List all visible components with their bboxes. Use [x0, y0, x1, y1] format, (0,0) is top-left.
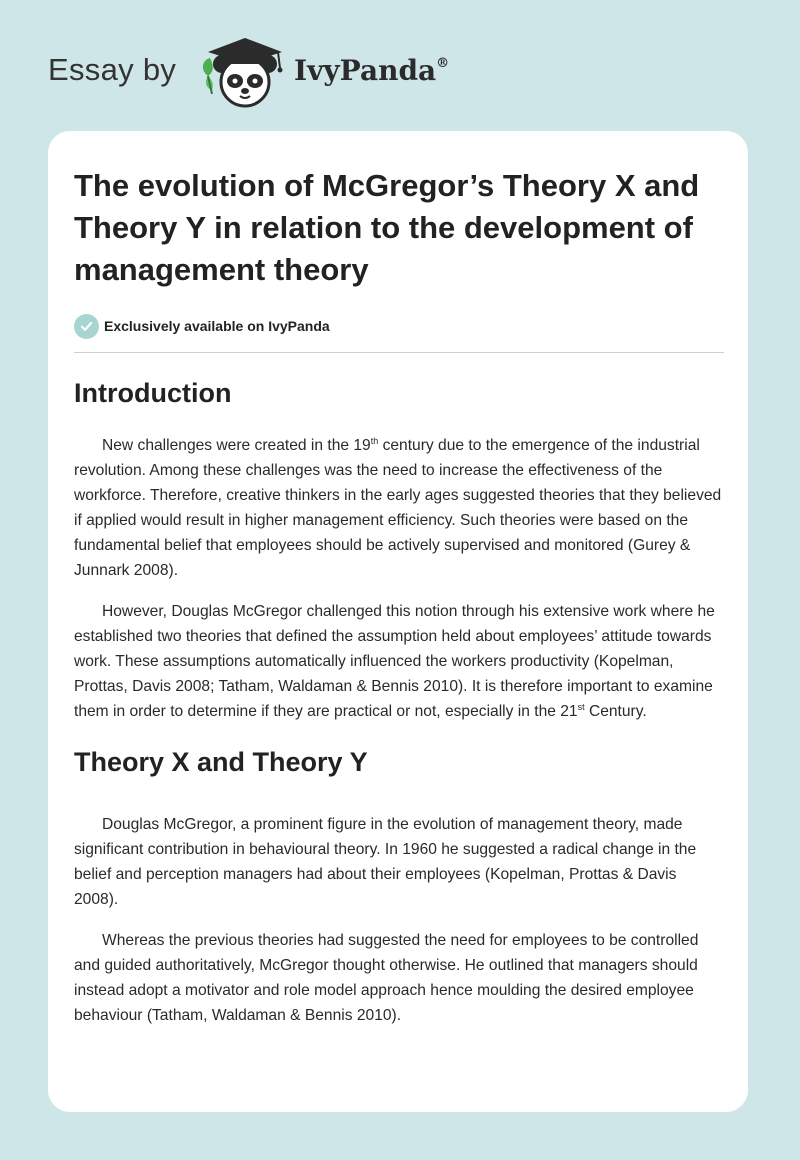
paragraph: New challenges were created in the 19th century due to the emergence of the industrial revolution. Among these challenges was the need to increase the effectiveness of the workforce. Therefore, creative thinkers in the early ages suggested theories that they believed if applied would result in higher management efficiency. Such theories were based on the fundamental belief that employees should be actively supervised and monitored (Gurey & Junnark 2008). [74, 435, 722, 579]
check-icon [74, 314, 99, 339]
panda-logo-icon[interactable] [198, 36, 290, 108]
exclusive-badge [74, 313, 724, 339]
essay-title: The evolution of McGregor’s Theory X and Theory Y in relation to the development of management theory [74, 168, 700, 287]
registered-mark: ® [436, 56, 450, 71]
essay-card [48, 131, 748, 1112]
section-heading-introduction: Introduction [74, 378, 232, 408]
site-header [48, 36, 748, 108]
paragraph: Whereas the previous theories had suggested the need for employees to be controlled and guided authoritatively, McGregor thought otherwise. He outlined that managers should instead adopt a motivator and role model approach hence moulding the desired employee behaviour (Tatham, Waldaman & Bennis 2010). [74, 932, 699, 1024]
divider [74, 352, 724, 353]
paragraph: Douglas McGregor, a prominent figure in the evolution of management theory, made significant contribution in behavioural theory. In 1960 he suggested a radical change in the belief and perception managers had about their employees (Kopelman, Prottas & Davis 2008). [74, 816, 697, 908]
exclusive-badge-text: Exclusively available on IvyPanda [104, 318, 330, 334]
brand-name[interactable]: IvyPanda® [294, 54, 450, 87]
essay-content [74, 165, 724, 1028]
essay-by-label: Essay by [48, 52, 177, 87]
section-heading-theory-x-y: Theory X and Theory Y [74, 747, 368, 777]
paragraph: However, Douglas McGregor challenged this notion through his extensive work where he established two theories that defined the assumption held about employees’ attitude towards work. These assumptions automatically influenced the workers productivity (Kopelman, Prottas, Davis 2008; Tatham, Waldaman & Bennis 2010). It is therefore important to examine them in order to determine if they are practical or not, especially in the 21st Century. [74, 603, 715, 720]
